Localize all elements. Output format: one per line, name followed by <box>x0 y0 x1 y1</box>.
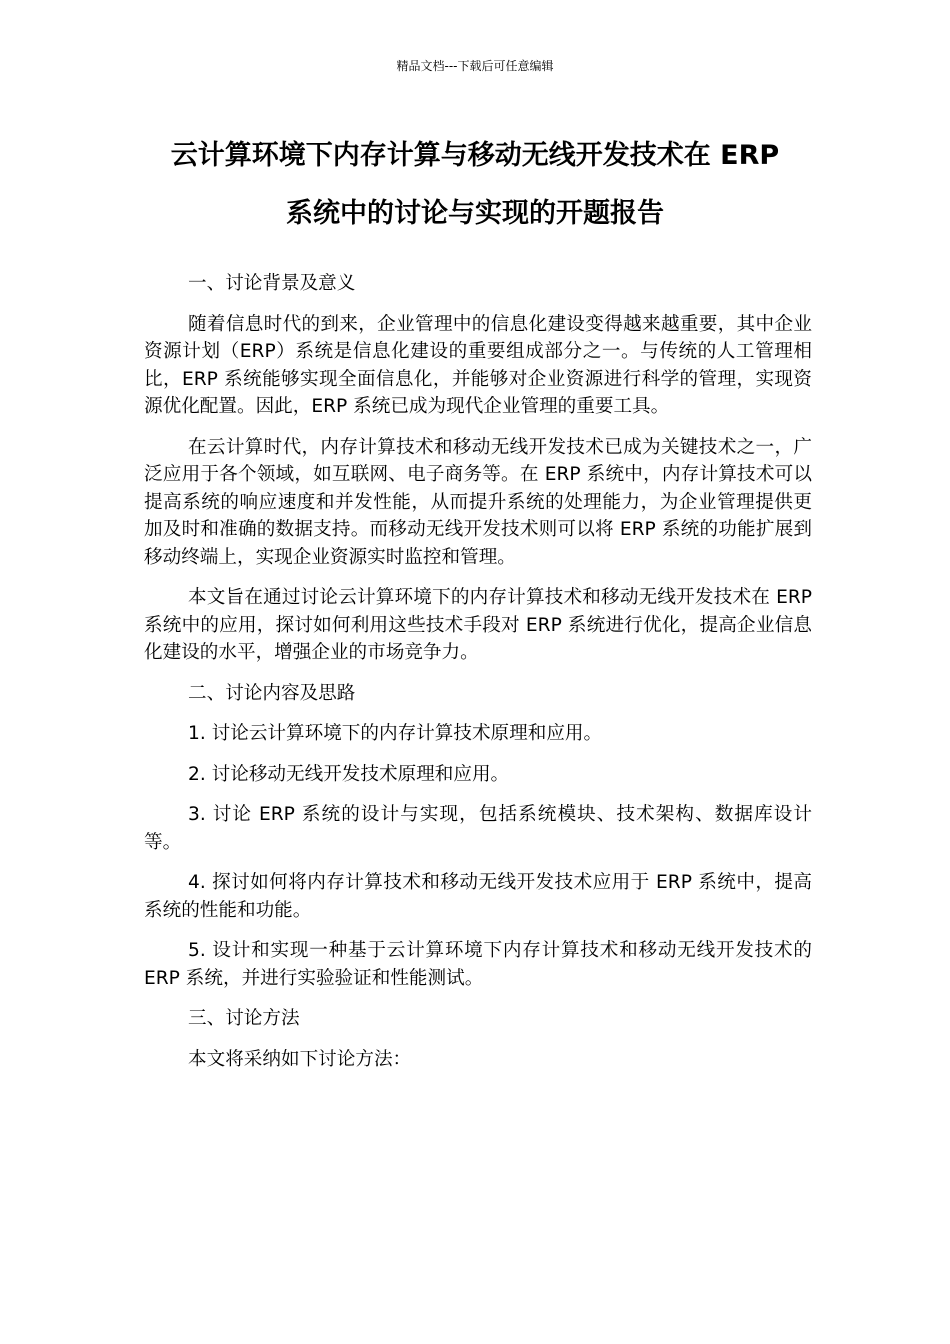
paragraph-background-3: 本文旨在通过讨论云计算环境下的内存计算技术和移动无线开发技术在 ERP 系统中的应用，探讨如何利用这些技术手段对 ERP 系统进行优化，提高企业信息化建设的水平，增强企业的市场竞争力。 <box>144 587 812 663</box>
list-item-4: 4. 探讨如何将内存计算技术和移动无线开发技术应用于 ERP 系统中，提高系统的性能和功能。 <box>144 872 812 921</box>
paragraph-background-2: 在云计算时代，内存计算技术和移动无线开发技术已成为关键技术之一，广泛应用于各个领域，如互联网、电子商务等。在 ERP 系统中，内存计算技术可以提高系统的响应速度和并发性能，从而提升系统的处理能力，为企业管理提供更加及时和准确的数据支持。而移动无线开发技术则可以将 ERP 系统的功能扩展到移动终端上，实现企业资源实时监控和管理。 <box>144 436 812 568</box>
document-body <box>144 270 812 1086</box>
section-heading-method: 三、讨论方法 <box>188 1008 300 1029</box>
section-heading-content: 二、讨论内容及思路 <box>188 682 356 704</box>
paragraph-background-1: 随着信息时代的到来，企业管理中的信息化建设变得越来越重要，其中企业资源计划（ERP）系统是信息化建设的重要组成部分之一。与传统的人工管理相比，ERP 系统能够实现全面信息化，并能够对企业资源进行科学的管理，实现资源优化配置。因此，ERP 系统已成为现代企业管理的重要工具。 <box>144 313 812 417</box>
document-title-line-2: 系统中的讨论与实现的开题报告 <box>286 198 664 229</box>
document-title-line-1: 云计算环境下内存计算与移动无线开发技术在 ERP <box>170 140 780 171</box>
list-item-1: 1. 讨论云计算环境下的内存计算技术原理和应用。 <box>188 723 603 744</box>
paragraph-method-intro: 本文将采纳如下讨论方法： <box>188 1048 412 1070</box>
list-item-2: 2. 讨论移动无线开发技术原理和应用。 <box>188 763 510 785</box>
page-header: 精品文档---下载后可任意编辑 <box>396 59 554 73</box>
list-item-5: 5. 设计和实现一种基于云计算环境下内存计算技术和移动无线开发技术的 ERP 系统，并进行实验验证和性能测试。 <box>144 940 812 989</box>
section-heading-background: 一、讨论背景及意义 <box>188 273 356 294</box>
list-item-3: 3. 讨论 ERP 系统的设计与实现，包括系统模块、技术架构、数据库设计等。 <box>144 804 812 853</box>
